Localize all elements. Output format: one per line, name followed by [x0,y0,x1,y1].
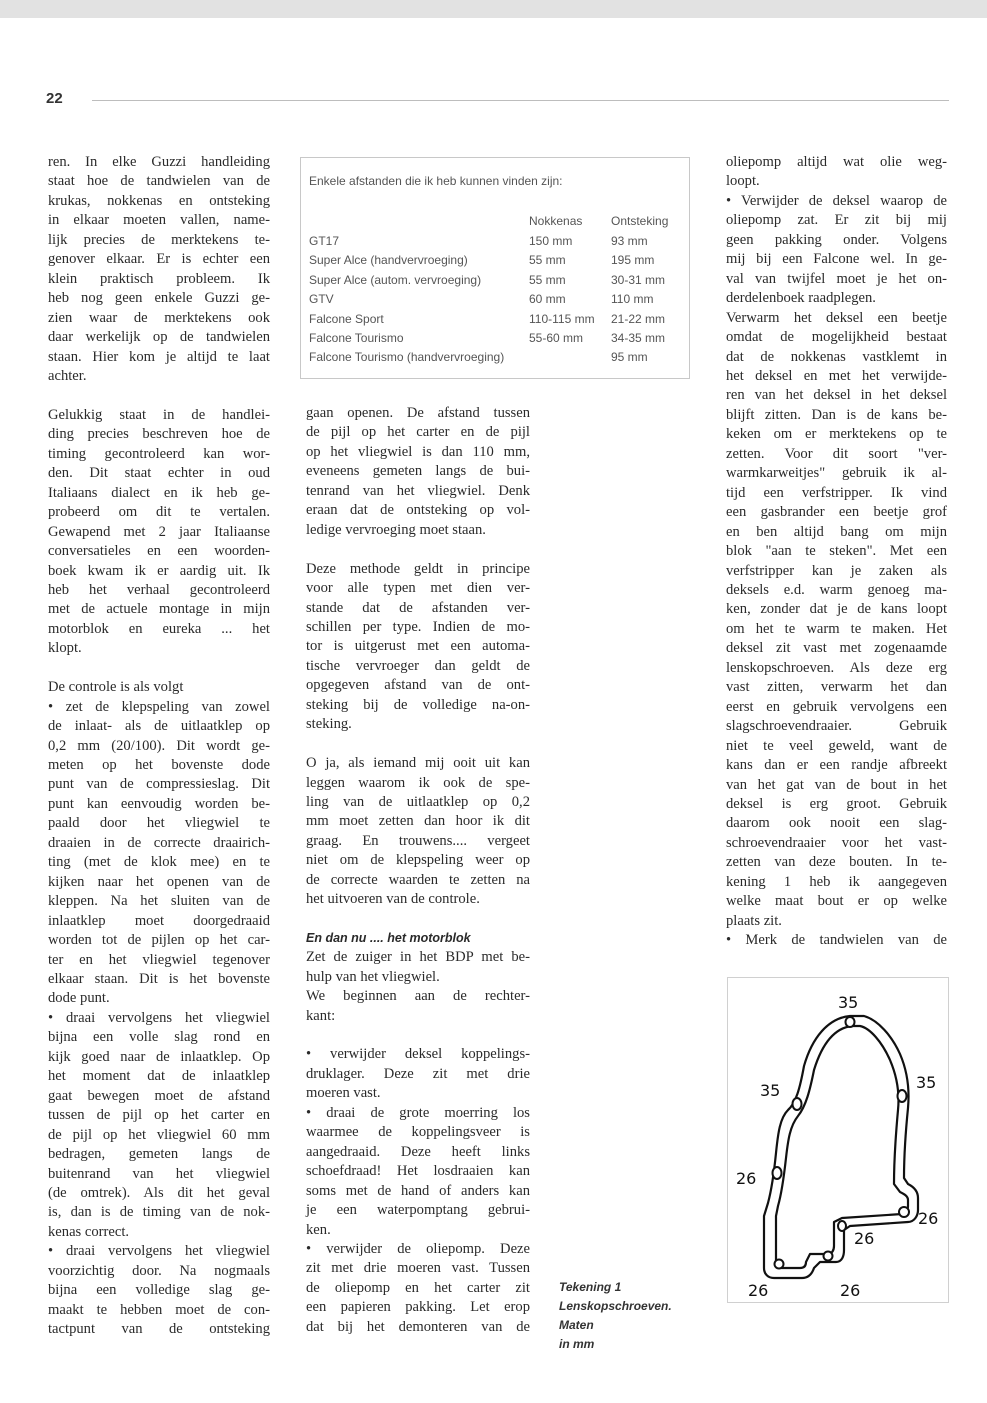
table-cell-nokkenas: 150 mm [529,234,573,248]
text-line: heb nog geen enkele Guzzi ge- [48,290,270,307]
text-line: tor is uitgerust met een automa- [306,638,530,655]
screw-hole-bottom-right [824,1252,833,1261]
text-column-left [48,153,270,1340]
text-line: graag. En trouwens.... vergeet [306,832,530,849]
table-cell-ontsteking: 95 mm [611,350,648,365]
text-line: een papieren pakking. Let erop [306,1299,530,1316]
text-line: dode punt. [48,990,110,1007]
text-line: heb het verhaal gecontroleerd [48,581,270,598]
text-line: bedragen, gemeten langs de [48,1146,270,1163]
text-line: • verwijder de oliepomp. Deze [306,1240,530,1257]
text-line: geen pakking onder. Volgens [726,231,947,248]
label-35-top: 35 [838,993,859,1012]
table-cell-ontsteking: 21-22 mm [611,311,666,326]
text-line: • draai vervolgens het vliegwiel [48,1243,270,1260]
text-line: voorzichtig door. Na nogmaals [48,1262,270,1279]
text-line: eveneens gemeten langs de bui- [306,463,530,480]
text-line: je een waterpomptang gebrui- [306,1202,530,1219]
text-line: punt kan eenvoudig worden be- [48,795,270,812]
label-26-inner: 26 [854,1229,875,1248]
table-cell-ontsteking: 110 mm [611,292,654,307]
table-cell-ontsteking: 34-35 mm [611,331,666,345]
section-heading: En dan nu .... het motorblok [306,931,471,946]
text-line: kans dan er een randje afbreekt [726,757,947,774]
text-line: kijken naar het openen van de [48,873,270,890]
text-line: (de omtrek). Als dit het geval [48,1184,270,1201]
text-line: • draai vervolgens het vliegwiel [48,1009,270,1026]
text-line: met de actuele montage in mijn [48,601,270,618]
text-line: eraan dat de ontsteking op vol- [306,502,530,519]
caption-line: Lenskopschroeven. Maten [559,1299,672,1332]
paragraph-gap [306,910,530,929]
text-line: draaien in de correcte draairich- [48,834,270,851]
text-line: blijft zitten. Dan is de kans be- [726,406,947,423]
table-cell-nokkenas: 55 mm [529,272,566,287]
text-line: dat bij het demonteren van de [306,1318,530,1335]
text-line: in elkaar moeten vallen, name- [48,212,270,229]
text-line: deksel zit vast met zogenaamde [726,640,947,657]
text-line: de correcte waarden te zetten na [306,871,530,888]
table-cell-ontsteking: 93 mm [611,234,648,248]
text-line: • Verwijder de deksel waarop de [726,192,947,209]
text-line: boek kwam ik er aardig uit. Ik [48,562,270,579]
text-line: staan. Hier kom je altijd te laat [48,348,270,365]
text-line: niet om de klepspeling weer op [306,852,530,869]
text-line: • verwijder deksel koppelings- [306,1046,530,1063]
text-line: schroevendraaier voor het vast- [726,834,947,851]
label-35-right: 35 [916,1073,937,1092]
screw-hole-inner-step [838,1221,846,1231]
table-row [309,292,679,311]
text-line: Zet de zuiger in het BDP met be- [306,949,530,966]
text-line: motorblok en eureka ... het [48,620,270,637]
text-line: • draai de grote moerring los [306,1104,530,1121]
text-line: voor alle typen met dien ver- [306,580,530,597]
screw-hole-right-upper [898,1090,907,1102]
text-line: om het te warm te maken. Het [726,620,947,637]
screw-hole-left-upper [793,1098,802,1110]
table-row [309,253,679,272]
paragraph-gap [306,540,530,559]
text-line: mm moet zetten dan hoor ik dit [306,813,530,830]
table-cell-model: Super Alce (autom. vervroeging) [309,272,482,287]
text-line: het deksel en met het verwijde- [726,367,947,384]
text-line: zetten van deze bouten. In te- [726,854,947,871]
paragraph-gap [306,735,530,754]
text-line: ren. In elke Guzzi handleiding [48,154,270,170]
text-line: Gewapend met 2 jaar Italiaanse [48,523,270,540]
text-line: de pijl op het carter en de pijl [306,424,530,441]
screw-hole-right-lower [899,1207,909,1217]
text-line: elkaar staan. Dit is het bovenste [48,971,270,987]
text-line: kenas correct. [48,1223,130,1240]
text-line: maakt te hebben moet de con- [48,1301,270,1318]
text-line: schillen per type. Indien de mo- [306,618,530,635]
text-line: conversatieles en een woorden- [48,543,270,560]
label-26-left: 26 [736,1169,757,1188]
table-cell-ontsteking: 195 mm [611,253,655,268]
table-row [309,312,679,331]
screw-hole-top [846,1017,855,1027]
table-intro: Enkele afstanden die ik heb kunnen vinden zijn: [309,174,563,188]
text-line: warmkarweitjes" gebruik ik al- [726,465,947,482]
text-line: Gelukkig staat in de handlei- [48,406,270,423]
text-line: We beginnen aan de rechter- [306,988,530,1005]
text-line: blok "aan te steken". Met een [726,543,947,560]
text-line: achter. [48,367,87,384]
text-line: • zet de klepspeling van zowel [48,698,270,715]
label-26-right: 26 [918,1209,939,1228]
table-cell-model: GT17 [309,234,340,248]
text-line: schoefdraad! Het losdraaien kan [306,1163,530,1180]
text-line: eerst en gebruik vervolgens een [726,698,947,715]
text-line: lijk precies de merktekens te- [48,231,270,248]
text-line: steking bij de volledige na-on- [306,696,530,713]
text-line: krukas, nokkenas en ontsteking [48,192,270,209]
text-line: slagschroevendraaier. Gebruik [726,718,947,735]
table-cell-model: GTV [309,292,334,307]
text-line: deksels e.d. warm genoeg ma- [726,581,947,598]
text-line: niet te veel geweld, want de [726,737,947,754]
text-line: gaat bewegen moet de afstand [48,1087,270,1104]
text-line: • Merk de tandwielen van de [726,932,947,949]
label-26-bottom-left: 26 [748,1281,769,1300]
text-line: tenrand van het vliegwiel. Denk [306,482,530,499]
text-line: zit met drie moeren vast. Tussen [306,1260,530,1277]
text-line: van het gat van de bout in het [726,776,947,793]
label-26-bottom-right: 26 [840,1281,861,1300]
text-line: druklager. Deze zit met drie [306,1065,530,1082]
text-line: daarom ook nooit een slag- [726,815,947,832]
table-cell-ontsteking: 30-31 mm [611,272,666,287]
page-number: 22 [46,90,63,107]
text-line: welke maat bout er op welke [726,893,947,910]
text-line: soms met de hand of anders kan [306,1182,530,1199]
text-line: inlaatklep moet doorgedraaid [48,912,270,929]
text-line: het uitvoeren van de controle. [306,891,480,908]
text-line: tactpunt van de ontsteking [48,1321,270,1338]
text-line: val van twijfel moet je het on- [726,270,947,287]
text-line: de oliepomp en het carter zit [306,1279,530,1296]
table-row [309,273,679,292]
text-line: 0,2 mm (20/100). Dit wordt ge- [48,737,270,754]
text-line: O ja, als iemand mij ooit uit kan [306,755,530,772]
text-line: meten op het bovenste dode [48,757,270,774]
text-line: klopt. [48,640,82,657]
text-line: mij bij een Falcone wel. In ge- [726,251,947,268]
table-header-nokkenas: Nokkenas [529,214,583,228]
table-cell-nokkenas: 55-60 mm [529,331,584,345]
text-line: lenskopschroeven. Als deze erg [726,659,947,676]
text-line: en ben altijd bang om mijn [726,523,947,540]
table-cell-model: Falcone Tourismo (handvervroeging) [309,350,505,365]
text-line: tische vervroeger dan geldt de [306,657,530,674]
table-row [309,350,679,369]
table-cell-nokkenas: 60 mm [529,292,566,307]
text-line: ledige vervroeging moet staan. [306,521,486,538]
text-line: kijk goed naar de inlaatklep. Op [48,1048,270,1065]
text-line: bijna een volle slag rond en [48,1029,270,1046]
text-line: loopt. [726,173,760,190]
text-line: timing gecontroleerd kan wor- [48,445,270,462]
text-line: ling van de uitlaatklep op 0,2 [306,794,530,811]
text-line: verfstripper kan je zaken als [726,562,947,579]
screw-hole-left-lower [773,1167,782,1179]
header-rule [92,100,949,101]
table-cell-model: Super Alce (handvervroeging) [309,253,468,268]
text-line: leggen waarom ik ook de spe- [306,774,530,791]
text-line: worden tot de pijlen op het car- [48,932,270,949]
text-line: ding precies beschreven hoe de [48,426,270,443]
text-line: keken om er merktekens op te [726,426,947,443]
text-line: steking. [306,716,352,733]
text-line: zetten. Voor dit soort "ver- [726,445,947,462]
distances-table [300,157,690,379]
text-line: buitenrand van het vliegwiel [48,1165,270,1182]
text-line: opgegeven afstand van de ont- [306,677,530,694]
text-line: staat hoe de tandwielen van de [48,173,270,190]
text-line: klein praktisch probleem. Ik [48,270,270,287]
text-line: ken. [306,1221,331,1238]
text-line: Italiaans dialect en ik heb ge- [48,484,270,501]
text-line: De controle is als volgt [48,679,184,696]
text-line: gaan openen. De afstand tussen [306,405,530,421]
text-line: hulp van het vliegwiel. [306,968,440,985]
text-line: oliepomp altijd wat olie weg- [726,154,947,170]
table-header-ontsteking: Ontsteking [611,214,669,228]
text-line: vast zitten, verwarm het dan [726,679,947,696]
text-line: ren van het deksel in het deksel [726,387,947,404]
text-line: op het vliegwiel is dan 110 mm, [306,443,530,460]
text-line: paald door het vliegwiel te [48,815,270,832]
caption-line: in mm [559,1337,595,1351]
table-row [309,234,679,253]
paragraph-gap [48,386,270,405]
table-cell-model: Falcone Sport [309,311,384,326]
figure-lenskop-screws [727,977,949,1303]
text-line: oliepomp zat. Er zit bij mij [726,212,947,229]
text-line: tussen de pijl op het carter en [48,1107,270,1124]
text-line: probeerd om dit te vertalen. [48,504,270,521]
text-line: tijd een verfstripper. Ik vind [726,484,947,501]
text-line: zien waar de merktekens ook [48,309,270,326]
text-line: den. Dit staat echter in oud [48,465,270,482]
text-line: ken, zonder dat je de kans loopt [726,601,947,618]
text-line: dat de nokkenas vastklemt in [726,348,947,365]
text-line: omdat de mogelijkheid bestaat [726,329,947,346]
table-cell-model: Falcone Tourismo [309,331,404,345]
text-line: waarmee de koppelingsveer is [306,1124,530,1141]
text-line: moeren vast. [306,1085,381,1102]
paragraph-gap [48,659,270,678]
text-line: een gasbrander een beetje grof [726,504,947,521]
cover-outline-drawing [728,978,950,1304]
text-line: deksel is erg groot. Gebruik [726,795,947,812]
text-line: ting (met de klok mee) en te [48,854,270,871]
text-column-middle [306,404,530,1337]
top-scan-band [0,0,987,18]
caption-line: Tekening 1 [559,1280,622,1294]
text-line: daar werkelijk op de tandwielen [48,329,270,346]
text-line: stande dat de afstanden ver- [306,599,530,616]
text-column-right [726,153,947,951]
text-line: Deze methode geldt in principe [306,560,530,577]
text-line: genover elkaar. Er is echter een [48,251,270,268]
text-line: de pijl op het vliegwiel 60 mm [48,1126,270,1143]
table-cell-nokkenas: 55 mm [529,253,566,268]
text-line: punt van de compressieslag. Dit [48,776,270,793]
text-line: het moment dat de inlaatklep [48,1068,270,1085]
text-line: Verwarm het deksel een beetje [726,309,947,326]
text-line: aangedraaid. Deze heeft links [306,1143,530,1160]
figure-caption [559,1278,699,1354]
paragraph-gap [306,1026,530,1045]
text-line: bijna een volledige slag ge- [48,1282,270,1299]
screw-hole-bottom-left [775,1260,784,1269]
text-line: plaats zit. [726,912,782,929]
text-line: derdelenboek raadplegen. [726,290,876,307]
text-line: kleppen. Na het sluiten van de [48,893,270,910]
text-line: is, dan is de timing van de nok- [48,1204,270,1221]
text-line: kant: [306,1007,336,1024]
table-cell-nokkenas: 110-115 mm [529,311,595,326]
text-line: ter en het vliegwiel tegenover [48,951,270,968]
text-line: de inlaat- als de uitlaatklep op [48,718,270,735]
label-35-left: 35 [760,1081,781,1100]
table-row [309,331,679,350]
text-line: kening 1 heb ik aangegeven [726,873,947,890]
